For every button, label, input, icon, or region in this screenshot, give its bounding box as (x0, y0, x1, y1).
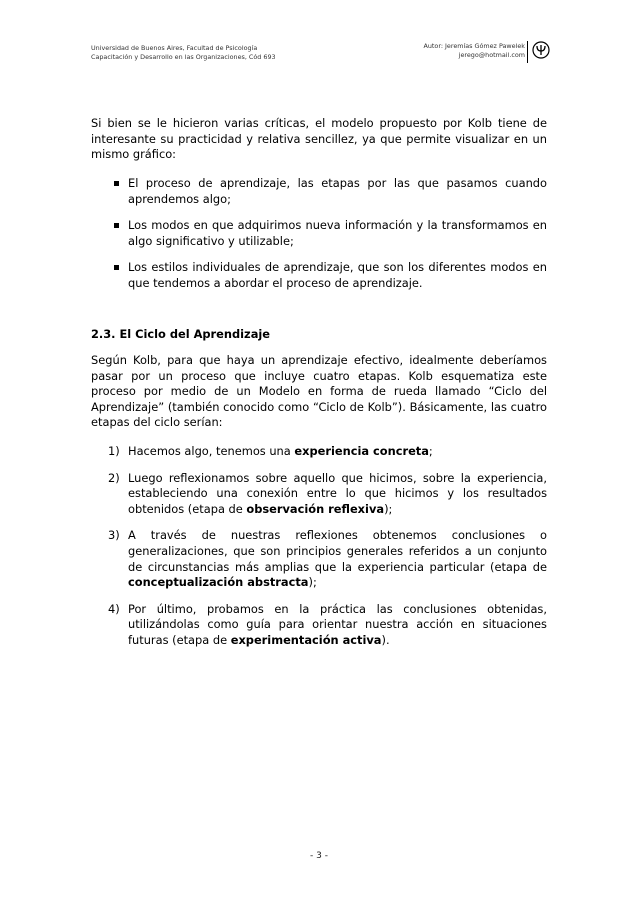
section-heading: 2.3. El Ciclo del Aprendizaje (91, 327, 271, 341)
step-item (91, 528, 547, 590)
list-item-text: El proceso de aprendizaje, las etapas por las que pasamos cuando aprendemos algo; (128, 176, 547, 206)
list-item (91, 260, 547, 291)
header-author-email: jerego@hotmail.com (458, 51, 525, 59)
step-text: A través de nuestras reflexiones obtenemos conclusiones o generalizaciones, que son principios generales referidos a un conjunto de circunstancias más amplias que la experiencia particular (etapa de (128, 528, 547, 574)
step-text-end: ); (308, 575, 317, 590)
step-text-end: ); (384, 501, 393, 516)
step-number: 2) (108, 470, 120, 485)
header-course: Capacitación y Desarrollo en las Organizaciones, Cód 693 (91, 53, 276, 61)
page-number: - 3 - (310, 851, 328, 861)
header-author-name: Autor: Jeremías Gómez Pawelek (423, 42, 525, 50)
header-institution (91, 44, 276, 62)
step-number: 4) (108, 601, 120, 616)
step-item (91, 602, 547, 649)
steps-list (91, 444, 547, 660)
list-item (91, 176, 547, 207)
step-item (91, 444, 547, 460)
header-author (423, 42, 525, 60)
header-divider (527, 41, 528, 63)
step-term: conceptualización abstracta (128, 575, 309, 590)
bullet-list (91, 176, 547, 303)
header-university: Universidad de Buenos Aires, Facultad de Psicología (91, 44, 258, 52)
step-term: experimentación activa (230, 632, 382, 647)
step-number: 1) (108, 444, 120, 458)
list-item (91, 218, 547, 249)
step-text-end: ; (428, 444, 433, 458)
step-item (91, 471, 547, 518)
psi-logo-icon (532, 41, 550, 59)
step-text: Luego reflexionamos sobre aquello que hicimos, sobre la experiencia, estableciendo una conexión entre lo que hicimos y los resultados obtenidos (etapa de (128, 470, 547, 516)
bullet-square-icon (114, 181, 119, 186)
bullet-square-icon (114, 223, 119, 228)
step-number: 3) (108, 528, 120, 543)
intro-paragraph: Si bien se le hicieron varias críticas, el modelo propuesto por Kolb tiene de interesante su practicidad y relativa sencillez, ya que permite visualizar en un mismo gráfico: (91, 116, 547, 162)
step-text: Hacemos algo, tenemos una (128, 444, 295, 458)
section-paragraph: Según Kolb, para que haya un aprendizaje efectivo, idealmente deberíamos pasar por un proceso que incluye cuatro etapas. Kolb esquematiza este proceso por medio de un Modelo en forma de rueda llamado “Ciclo del Aprendizaje” (también conocido como “Ciclo de Kolb”). Básicamente, las cuatro etapas del ciclo serían: (91, 353, 547, 430)
step-text: Por último, probamos en la práctica las conclusiones obtenidas, utilizándolas como guía para orientar nuestra acción en situaciones futuras (etapa de (128, 601, 547, 647)
step-term: observación reflexiva (246, 501, 385, 516)
list-item-text: Los estilos individuales de aprendizaje, que son los diferentes modos en que tendemos a abordar el proceso de aprendizaje. (128, 260, 547, 290)
list-item-text: Los modos en que adquirimos nueva información y la transformamos en algo significativo y utilizable; (128, 218, 547, 248)
bullet-square-icon (114, 265, 119, 270)
step-term: experiencia concreta (294, 444, 429, 458)
step-text-end: ). (381, 632, 390, 647)
